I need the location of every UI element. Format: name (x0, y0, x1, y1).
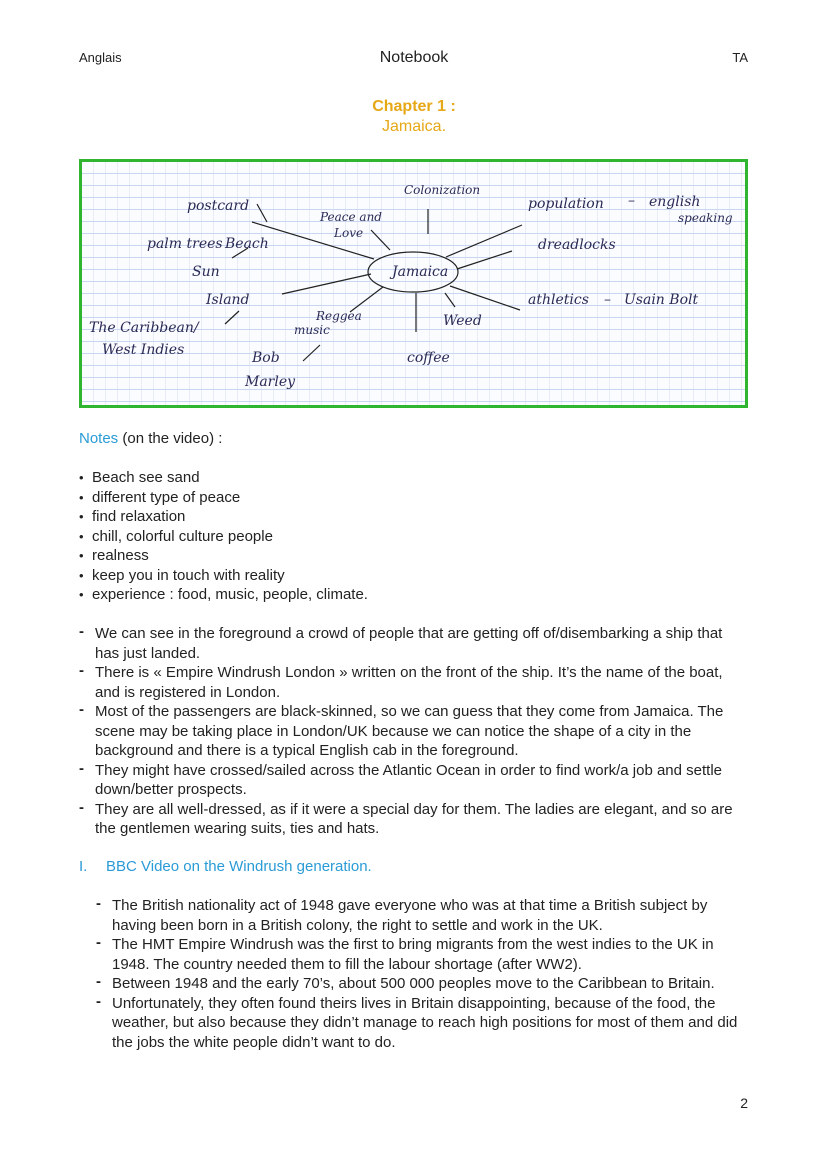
list-item: • chill, colorful culture people (79, 527, 368, 547)
notes-suffix: (on the video) : (118, 430, 223, 447)
jamaica-mindmap (79, 159, 748, 408)
notes-heading (79, 430, 222, 447)
header-initials: TA (732, 50, 748, 65)
mindmap-word-island: Island (206, 292, 250, 308)
mindmap-word-speaking: speaking (678, 211, 733, 225)
mindmap-word-postcard: postcard (187, 198, 250, 214)
mindmap-line (303, 345, 320, 361)
mindmap-line (445, 293, 455, 307)
section-title: BBC Video on the Windrush generation. (106, 858, 372, 875)
list-item: - The British nationality act of 1948 gave everyone who was at that time a British subject by having been born in a British colony, the right to settle and work in the UK. (96, 896, 750, 935)
mindmap-word-athletics: athletics (528, 292, 589, 308)
mindmap-word-bob: Bob (252, 350, 280, 366)
header-subject: Anglais (79, 50, 122, 65)
mindmap-word-usain-bolt: Usain Bolt (624, 292, 699, 308)
chapter-heading (0, 97, 828, 137)
mindmap-word-love: Love (334, 226, 364, 240)
mindmap-word-caribbean: The Caribbean/ (89, 320, 199, 336)
mindmap-word-west-indies: West Indies (102, 342, 185, 358)
mindmap-line (282, 274, 371, 294)
header-notebook-title: Notebook (379, 49, 449, 66)
list-item: - Between 1948 and the early 70’s, about 500 000 peoples move to the Caribbean to Britain. (96, 974, 750, 994)
mindmap-line (457, 251, 512, 269)
list-item: • experience : food, music, people, climate. (79, 585, 368, 605)
mindmap-dash-english: – (628, 193, 635, 209)
list-item: • realness (79, 546, 368, 566)
section-heading (79, 858, 372, 875)
mindmap-word-palm-trees: palm trees (147, 236, 223, 252)
list-item: - Most of the passengers are black-skinned, so we can guess that they come from Jamaica. The scene may be taking place in London/UK because we can notice the shape of a city in the background and there is a typical English cab in the foreground. (79, 702, 749, 761)
mindmap-line (225, 311, 239, 324)
list-item: • find relaxation (79, 507, 368, 527)
mindmap-word-music: music (294, 323, 330, 337)
mindmap-word-sun: Sun (192, 264, 220, 280)
mindmap-word-english: english (649, 194, 701, 210)
list-item: - The HMT Empire Windrush was the first to bring migrants from the west indies to the UK in 1948. The country needed them to fill the labour shortage (after WW2). (96, 935, 750, 974)
list-item: • Beach see sand (79, 468, 368, 488)
mindmap-word-population: population (528, 196, 604, 212)
mindmap-word-marley: Marley (245, 374, 296, 390)
list-item: - We can see in the foreground a crowd of people that are getting off of/disembarking a ship that has just landed. (79, 624, 749, 663)
mindmap-word-beach: Beach (225, 236, 269, 252)
mindmap-line (257, 204, 267, 222)
mindmap-line (450, 286, 520, 310)
chapter-title: Chapter 1 : (372, 98, 456, 115)
chapter-subtitle: Jamaica. (381, 118, 447, 135)
mindmap-word-weed: Weed (443, 313, 482, 329)
observations-list (79, 624, 749, 839)
mindmap-line (446, 225, 522, 257)
section-number: I. (79, 858, 88, 875)
page-number: 2 (740, 1095, 748, 1111)
mindmap-word-peace: Peace and (320, 210, 382, 224)
list-item: - Unfortunately, they often found theirs lives in Britain disappointing, because of the food, the weather, but also because they didn’t manage to reach high positions for most of them and did the jobs the white people didn’t want to do. (96, 994, 750, 1053)
list-item: - They are all well-dressed, as if it were a special day for them. The ladies are elegant, and so are the gentlemen wearing suits, ties and hats. (79, 800, 749, 839)
bbc-points-list (96, 896, 750, 1052)
notes-bullet-list (79, 468, 368, 605)
mindmap-word-reggea: Reggea (316, 309, 362, 323)
mindmap-dash-athletics: – (604, 292, 611, 308)
list-item: - There is « Empire Windrush London » written on the front of the ship. It’s the name of the boat, and is registered in London. (79, 663, 749, 702)
mindmap-word-dreadlocks: dreadlocks (538, 237, 616, 253)
mindmap-center-word: Jamaica (392, 264, 449, 280)
mindmap-line (371, 230, 390, 250)
mindmap-word-coffee: coffee (407, 350, 450, 366)
mindmap-word-colonization: Colonization (404, 183, 481, 197)
list-item: • keep you in touch with reality (79, 566, 368, 586)
list-item: • different type of peace (79, 488, 368, 508)
notes-label: Notes (79, 430, 119, 447)
list-item: - They might have crossed/sailed across the Atlantic Ocean in order to find work/a job and settle down/better prospects. (79, 761, 749, 800)
mindmap-drawing (82, 162, 748, 408)
